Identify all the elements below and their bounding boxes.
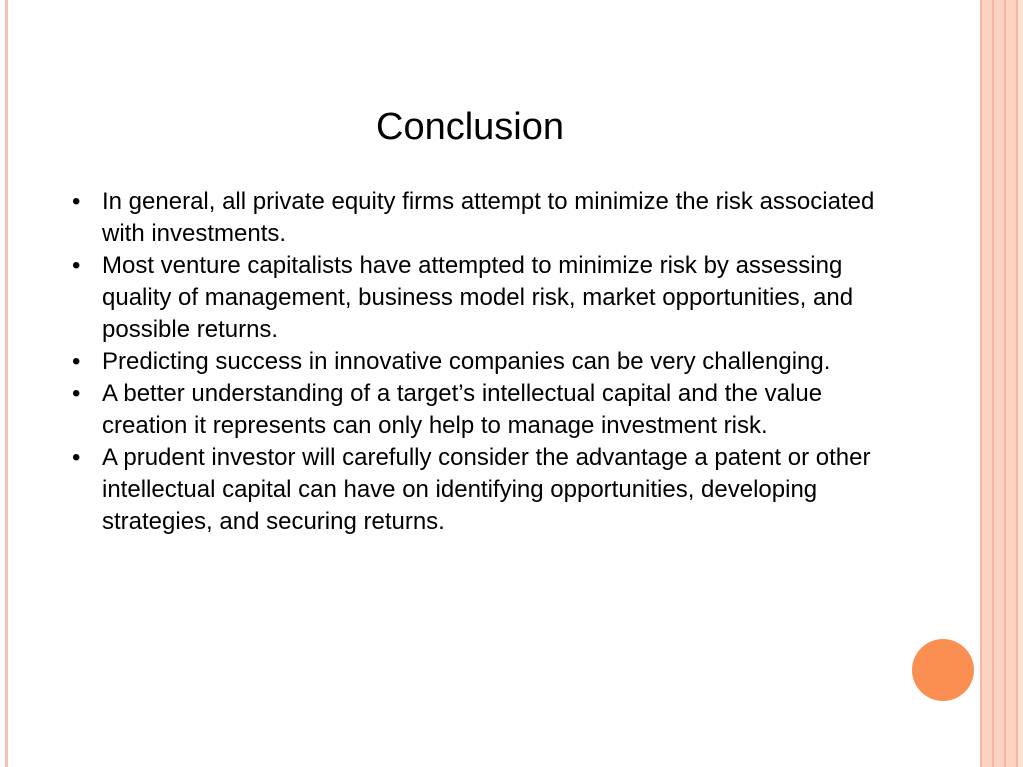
bullet-item — [72, 378, 892, 442]
bullet-icon: • — [72, 252, 81, 279]
bullet-text: Predicting success in innovative companies can be very challenging. — [102, 348, 831, 375]
right-band-line — [980, 0, 982, 767]
slide-title: Conclusion — [376, 106, 564, 148]
right-band-fill — [982, 0, 992, 767]
right-band-line — [1016, 0, 1018, 767]
bullet-item — [72, 442, 892, 538]
bullet-item — [72, 186, 892, 250]
slide-title-wrap — [0, 106, 940, 149]
bullet-item — [72, 346, 892, 378]
bullet-text: Most venture capitalists have attempted to minimize risk by assessing quality of management, business model risk, market opportunities, and possible returns. — [102, 252, 854, 343]
right-band-fill — [994, 0, 1004, 767]
bullet-text: A better understanding of a target’s intellectual capital and the value creation it represents can only help to manage investment risk. — [102, 380, 823, 439]
right-band-line — [1004, 0, 1006, 767]
bullet-icon: • — [72, 444, 81, 471]
right-band-line — [992, 0, 994, 767]
accent-circle — [912, 639, 974, 701]
bullet-icon: • — [72, 188, 81, 215]
bullet-text: A prudent investor will carefully consider the advantage a patent or other intellectual capital can have on identifying opportunities, developing strategies, and securing returns. — [102, 444, 871, 535]
bullet-item — [72, 250, 892, 346]
bullet-text: In general, all private equity firms attempt to minimize the risk associated with investments. — [102, 188, 875, 247]
bullet-list — [72, 186, 892, 538]
right-band-fill — [1006, 0, 1016, 767]
bullet-icon: • — [72, 348, 81, 375]
bullet-icon: • — [72, 380, 81, 407]
